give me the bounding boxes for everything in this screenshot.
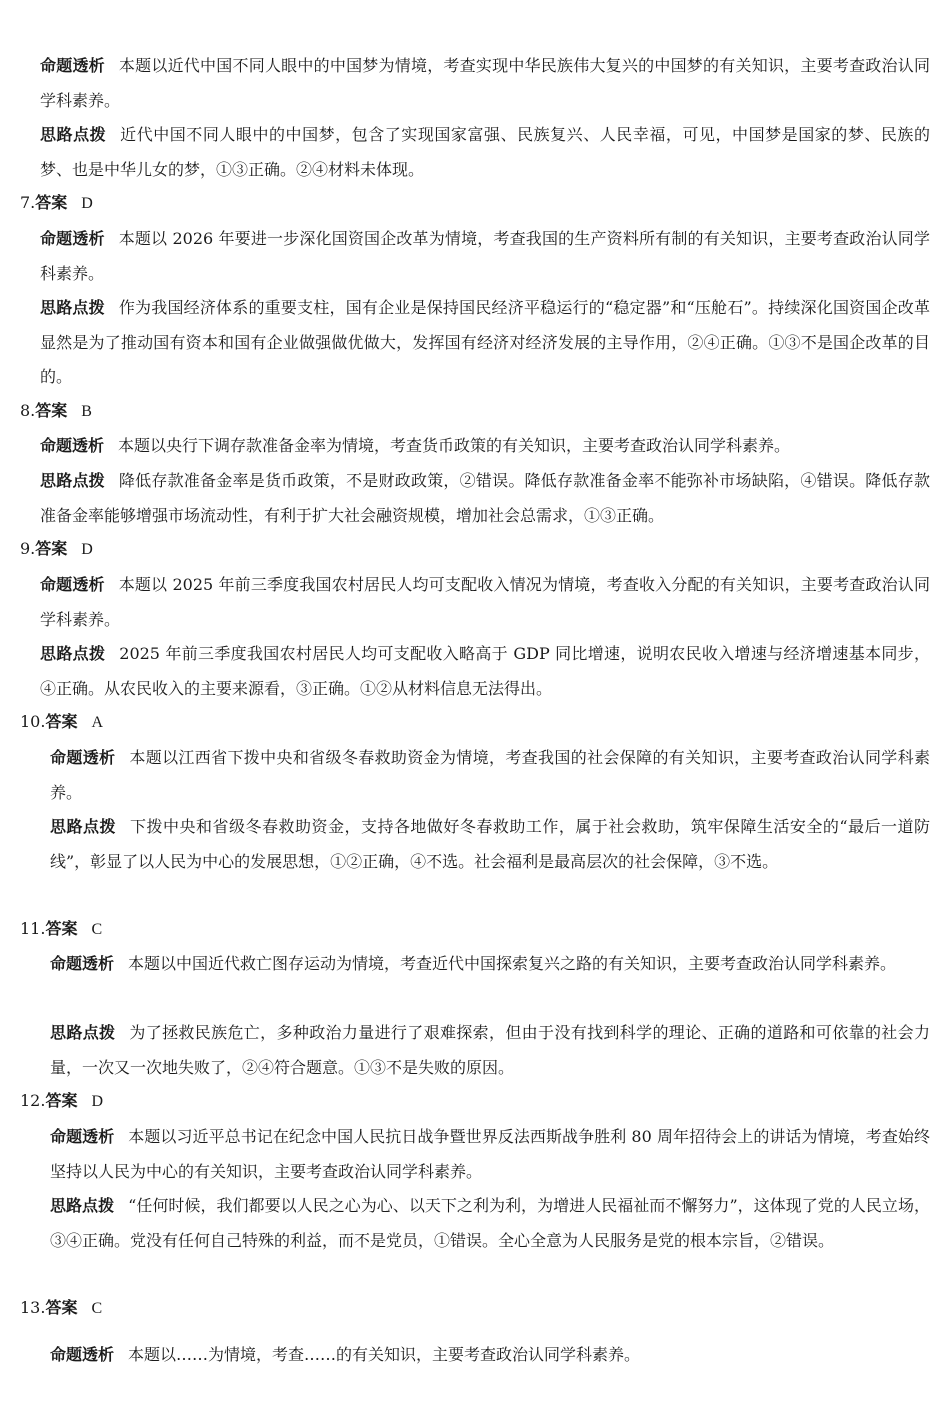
answer-value: D: [91, 1093, 104, 1110]
analysis-text: 本题以江西省下拨中央和省级冬春救助资金为情境，考查我国的社会保障的有关知识，主要考查政治认同学科素养。: [50, 748, 930, 802]
answer-line-10: [20, 712, 103, 733]
answer-line-7: [20, 193, 93, 214]
answer-label: 答案: [45, 712, 78, 731]
hint-text: 近代中国不同人眼中的中国梦，包含了实现国家富强、民族复兴、人民幸福，可见，中国梦是国家的梦、民族的梦、也是中华儿女的梦，①③正确。②④材料未体现。: [40, 125, 930, 179]
analysis-8: [40, 429, 930, 464]
hint-text: 为了拯救民族危亡，多种政治力量进行了艰难探索，但由于没有找到科学的理论、正确的道路和可依靠的社会力量，一次又一次地失败了，②④符合题意。①③不是失败的原因。: [50, 1023, 930, 1077]
hint-8: [40, 464, 930, 533]
hint-label: 思路点拨: [50, 1196, 115, 1215]
hint-label: 思路点拨: [50, 817, 116, 836]
analysis-label: 命题透析: [50, 954, 115, 973]
answer-label: 答案: [45, 1091, 78, 1110]
analysis-text: 本题以近代中国不同人眼中的中国梦为情境，考查实现中华民族伟大复兴的中国梦的有关知识，主要考查政治认同学科素养。: [40, 56, 930, 110]
answer-label: 答案: [35, 193, 68, 212]
analysis-label: 命题透析: [40, 575, 105, 594]
analysis-11: [50, 947, 930, 982]
answer-value: D: [81, 541, 93, 558]
hint-label: 思路点拨: [50, 1023, 116, 1042]
intro-hint: [40, 118, 930, 187]
answer-value: C: [91, 1300, 103, 1317]
analysis-7: [40, 222, 930, 291]
hint-7: [40, 291, 930, 395]
analysis-label: 命题透析: [50, 748, 116, 767]
hint-text: 降低存款准备金率是货币政策，不是财政政策，②错误。降低存款准备金率不能弥补市场缺陷，④错误。降低存款准备金率能够增强市场流动性，有利于扩大社会融资规模，增加社会总需求，①③正确。: [40, 471, 930, 525]
hint-label: 思路点拨: [40, 644, 106, 663]
hint-text: 下拨中央和省级冬春救助资金，支持各地做好冬春救助工作，属于社会救助，筑牢保障生活安全的“最后一道防线”，彰显了以人民为中心的发展思想，①②正确，④不选。社会福利是最高层次的社会保障，③不选。: [50, 817, 930, 871]
hint-9: [40, 637, 930, 706]
answer-line-9: [20, 539, 93, 560]
answer-label: 答案: [35, 401, 68, 420]
question-number: 11.: [20, 919, 46, 938]
hint-label: 思路点拨: [40, 298, 105, 317]
answer-line-8: [20, 401, 92, 422]
answer-line-13: [20, 1298, 102, 1319]
analysis-text: 本题以习近平总书记在纪念中国人民抗日战争暨世界反法西斯战争胜利 80 周年招待会上的讲话为情境，考查始终坚持以人民为中心的有关知识，主要考查政治认同学科素养。: [50, 1127, 930, 1181]
hint-text: 作为我国经济体系的重要支柱，国有企业是保持国民经济平稳运行的“稳定器”和“压舱石”。持续深化国资国企改革显然是为了推动国有资本和国有企业做强做优做大，发挥国有经济对经济发展的主导作用，②④正确。①③不是国企改革的目的。: [40, 298, 930, 387]
analysis-text: 本题以央行下调存款准备金率为情境，考查货币政策的有关知识，主要考查政治认同学科素养。: [118, 436, 791, 455]
hint-12: [50, 1189, 930, 1258]
analysis-label: 命题透析: [40, 56, 105, 75]
question-number: 7.: [20, 193, 36, 212]
answer-line-11: [20, 919, 102, 940]
hint-text: “任何时候，我们都要以人民之心为心、以天下之利为利，为增进人民福祉而不懈努力”，这体现了党的人民立场，③④正确。党没有任何自己特殊的利益，而不是党员，①错误。全心全意为人民服务是党的根本宗旨，②错误。: [50, 1196, 930, 1250]
analysis-text: 本题以 2025 年前三季度我国农村居民人均可支配收入情况为情境，考查收入分配的有关知识，主要考查政治认同学科素养。: [40, 575, 930, 629]
answer-label: 答案: [45, 919, 78, 938]
question-number: 13.: [20, 1298, 46, 1317]
analysis-9: [40, 568, 930, 637]
hint-11: [50, 1016, 930, 1085]
hint-label: 思路点拨: [40, 471, 105, 490]
analysis-text: 本题以……为情境，考查……的有关知识，主要考查政治认同学科素养。: [128, 1345, 641, 1364]
analysis-12: [50, 1120, 930, 1189]
analysis-text: 本题以中国近代救亡图存运动为情境，考查近代中国探索复兴之路的有关知识，主要考查政治认同学科素养。: [128, 954, 897, 973]
question-number: 12.: [20, 1091, 46, 1110]
analysis-label: 命题透析: [50, 1345, 115, 1364]
answer-value: C: [91, 921, 103, 938]
analysis-label: 命题透析: [40, 436, 105, 455]
analysis-13: [50, 1338, 930, 1372]
hint-10: [50, 810, 930, 879]
analysis-label: 命题透析: [50, 1127, 115, 1146]
answer-value: B: [81, 403, 92, 420]
answer-value: D: [81, 195, 93, 212]
intro-analysis: [40, 49, 930, 118]
answer-label: 答案: [45, 1298, 78, 1317]
hint-text: 2025 年前三季度我国农村居民人均可支配收入略高于 GDP 同比增速，说明农民收入增速与经济增速基本同步，④正确。从农民收入的主要来源看，③正确。①②从材料信息无法得出。: [40, 644, 930, 698]
answer-value: A: [91, 714, 104, 731]
hint-label: 思路点拨: [40, 125, 107, 144]
analysis-label: 命题透析: [40, 229, 105, 248]
answer-label: 答案: [35, 539, 68, 558]
question-number: 9.: [20, 539, 36, 558]
question-number: 10.: [20, 712, 46, 731]
cut-off-line: [50, 1330, 930, 1364]
analysis-10: [50, 741, 930, 810]
answer-line-12: [20, 1091, 103, 1112]
question-number: 8.: [20, 401, 36, 420]
analysis-text: 本题以 2026 年要进一步深化国资国企改革为情境，考查我国的生产资料所有制的有关知识，主要考查政治认同学科素养。: [40, 229, 930, 283]
